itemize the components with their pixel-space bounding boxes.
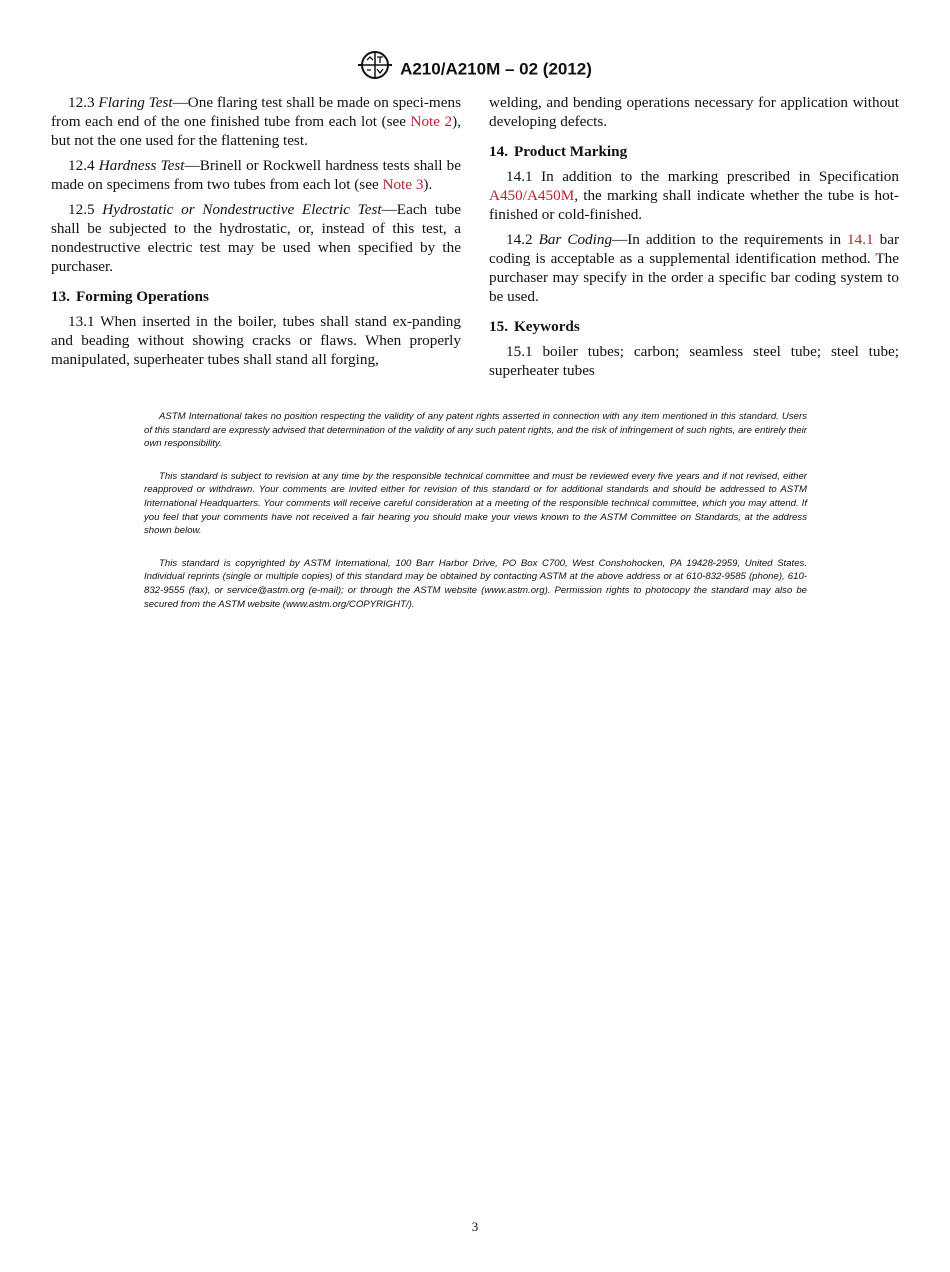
copyright-notice: This standard is copyrighted by ASTM International, 100 Barr Harbor Drive, PO Box C700, West Conshohocken, PA 19428-2959, United States. Individual reprints (single or multiple copies) of this standard may be obtained by contacting ASTM at the above address or at 610-832-9585 (phone), 610-832-9555 (fax), or service@astm.org (e-mail); or through the ASTM website (www.astm.org). Permission rights to photocopy the standard may also be secured from the ASTM website (www.astm.org/COPYRIGHT/).	[144, 557, 807, 610]
section-14-heading: 14. Product Marking	[489, 143, 628, 160]
section-15-heading: 15. Keywords	[489, 318, 580, 335]
section-13-1-continued: welding, and bending operations necessary for application without developing defects.	[489, 94, 899, 130]
section-14-2: 14.2 Bar Coding—In addition to the requirements in 14.1 bar coding is acceptable as a supplemental identification method. The purchaser may specify in the order a specific bar coding system to be used.	[489, 231, 899, 305]
right-column	[489, 93, 899, 386]
document-title: A210/A210M – 02 (2012)	[400, 59, 592, 79]
section-13-1: 13.1 When inserted in the boiler, tubes shall stand ex-panding and beading without showing cracks or flaws. When properly manipulated, superheater tubes shall stand all forging,	[51, 313, 461, 368]
note-3-link[interactable]: Note 3	[382, 176, 424, 193]
left-column	[51, 93, 461, 375]
section-13-heading: 13. Forming Operations	[51, 288, 209, 305]
section-14-1: 14.1 In addition to the marking prescribed in Specification A450/A450M, the marking shall indicate whether the tube is hot-finished or cold-finished.	[489, 168, 899, 223]
revision-notice: This standard is subject to revision at any time by the responsible technical committee and must be reviewed every five years and if not revised, either reapproved or withdrawn. Your comments are invited either for revision of this standard or for additional standards and should be addressed to ASTM International Headquarters. Your comments will receive careful consideration at a meeting of the responsible technical committee, which you may attend. If you feel that your comments have not received a fair hearing you should make your views known to the ASTM Committee on Standards, at the address shown below.	[144, 470, 807, 537]
notices	[144, 410, 807, 630]
page-number: 3	[471, 1219, 479, 1234]
section-14-1-link[interactable]: 14.1	[847, 231, 874, 248]
page-header	[0, 52, 950, 87]
section-12-5: 12.5 Hydrostatic or Nondestructive Electric Test—Each tube shall be subjected to the hydrostatic, or, instead of this test, a nondestructive electric test may be used when specified by the purchaser.	[51, 201, 461, 275]
section-12-4: 12.4 Hardness Test—Brinell or Rockwell hardness tests shall be made on specimens from two tubes from each lot (see Note 3).	[51, 157, 461, 193]
patent-notice: ASTM International takes no position respecting the validity of any patent rights asserted in connection with any item mentioned in this standard. Users of this standard are expressly advised that determination of the validity of any such patent rights, and the risk of infringement of such rights, are entirely their own responsibility.	[144, 411, 807, 450]
astm-logo-icon	[358, 50, 392, 85]
a450-link[interactable]: A450/A450M	[489, 187, 575, 204]
section-15-1: 15.1 boiler tubes; carbon; seamless steel tube; steel tube; superheater tubes	[489, 343, 899, 379]
section-12-3: 12.3 Flaring Test—One flaring test shall be made on speci-mens from each end of the one finished tube from each lot (see Note 2), but not the one used for the flattening test.	[51, 94, 461, 149]
note-2-link[interactable]: Note 2	[410, 113, 453, 130]
